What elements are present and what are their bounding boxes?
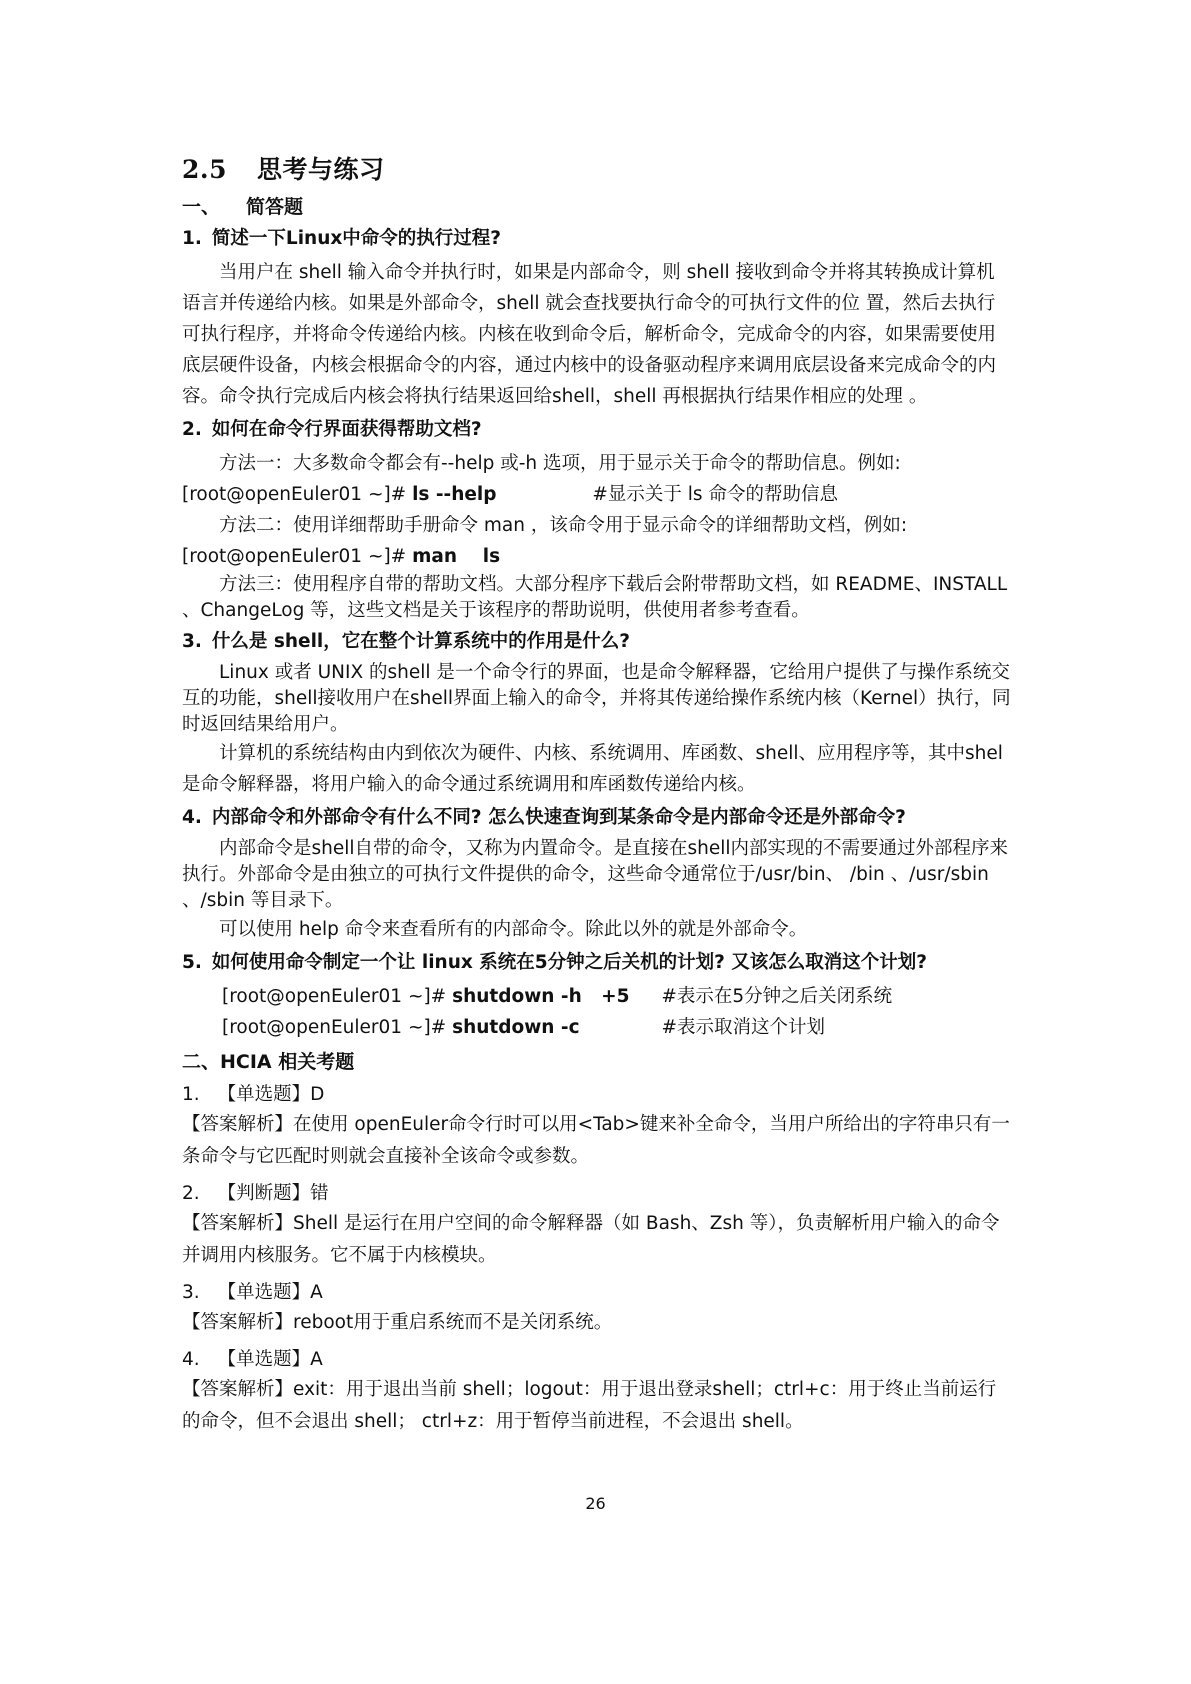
question-3: 3. 什么是 shell，它在整个计算系统中的作用是什么? bbox=[182, 631, 630, 652]
hcia-item: 4. 【单选题】A 【答案解析】exit：用于退出当前 shell；logout：用于退出登录shell；ctrl+c：用于终止当前运行的命令，但不会退出 shell； ctrl+z：用于暂停当前进程，不会退出 shell。 bbox=[182, 1349, 997, 1432]
section-2-title: 二、HCIA 相关考题 bbox=[182, 1051, 355, 1073]
heading-number: 2.5 bbox=[182, 155, 227, 184]
command-line: [root@openEuler01 ~]# ls --help #显示关于 ls 命令的帮助信息 bbox=[182, 484, 838, 505]
command-line: [root@openEuler01 ~]# man ls bbox=[182, 546, 501, 567]
hcia-item: 3. 【单选题】A 【答案解析】reboot用于重启系统而不是关闭系统。 bbox=[182, 1282, 613, 1333]
answer-2-method-1: 方法一：大多数命令都会有--help 或-h 选项，用于显示关于命令的帮助信息。例如: bbox=[219, 453, 901, 474]
answer-3-paragraph-2: 计算机的系统结构由内到依次为硬件、内核、系统调用、库函数、shell、应用程序等，其中shel是命令解释器，将用户输入的命令通过系统调用和库函数传递给内核。 bbox=[182, 743, 1003, 795]
answer-4-paragraph-2: 可以使用 help 命令来查看所有的内部命令。除此以外的就是外部命令。 bbox=[219, 919, 808, 940]
command-line: [root@openEuler01 ~]# shutdown -c #表示取消这个计划 bbox=[222, 1017, 825, 1038]
question-5: 5. 如何使用命令制定一个让 linux 系统在5分钟之后关机的计划? 又该怎么取消这个计划? bbox=[182, 952, 928, 973]
answer-2-method-2: 方法二：使用详细帮助手册命令 man ，该命令用于显示命令的详细帮助文档，例如: bbox=[219, 515, 908, 536]
hcia-item: 2. 【判断题】错 【答案解析】Shell 是运行在用户空间的命令解释器（如 Bash、Zsh 等），负责解析用户输入的命令并调用内核服务。它不属于内核模块。 bbox=[182, 1183, 1000, 1266]
answer-4-paragraph-1: 内部命令是shell自带的命令，又称为内置命令。是直接在shell内部实现的不需要通过外部程序来执行。外部命令是由独立的可执行文件提供的命令，这些命令通常位于/usr/bin、 /bin 、/usr/sbin 、/sbin 等目录下。 bbox=[182, 838, 1009, 911]
command-line: [root@openEuler01 ~]# shutdown -h +5 #表示在5分钟之后关闭系统 bbox=[222, 986, 893, 1007]
heading-title: 思考与练习 bbox=[257, 155, 385, 184]
section-1-title: 一、 简答题 bbox=[182, 196, 304, 218]
answer-3-paragraph-1: Linux 或者 UNIX 的shell 是一个命令行的界面，也是命令解释器，它给用户提供了与操作系统交互的功能，shell接收用户在shell界面上输入的命令，并将其传递给操作系统内核（Kernel）执行，同时返回结果给用户。 bbox=[182, 662, 1011, 735]
question-1: 1. 简述一下Linux中命令的执行过程? bbox=[182, 228, 502, 249]
question-4: 4. 内部命令和外部命令有什么不同? 怎么快速查询到某条命令是内部命令还是外部命令? bbox=[182, 807, 906, 828]
answer-2-method-3: 方法三：使用程序自带的帮助文档。大部分程序下载后会附带帮助文档，如 README、INSTALL 、ChangeLog 等，这些文档是关于该程序的帮助说明，供使用者参考查看。 bbox=[182, 574, 1008, 621]
page-number: 26 bbox=[585, 1494, 606, 1513]
document-page bbox=[182, 150, 1012, 1438]
question-2: 2. 如何在命令行界面获得帮助文档? bbox=[182, 419, 482, 440]
hcia-item: 1. 【单选题】D 【答案解析】在使用 openEuler命令行时可以用<Tab>键来补全命令，当用户所给出的字符串只有一条命令与它匹配时则就会直接补全该命令或参数。 bbox=[182, 1084, 1010, 1167]
answer-1: 当用户在 shell 输入命令并执行时，如果是内部命令，则 shell 接收到命令并将其转换成计算机语言并传递给内核。如果是外部命令，shell 就会查找要执行命令的可执行文件的位 置，然后去执行可执行程序，并将命令传递给内核。内核在收到命令后，解析命令，完成命令的内容，如果需要使用底层硬件设备，内核会根据命令的内容，通过内核中的设备驱动程序来调用底层设备来完成命令的内容。命令执行完成后内核会将执行结果返回给shell，shell 再根据执行结果作相应的处理 。 bbox=[182, 262, 997, 407]
page-heading bbox=[182, 150, 1012, 186]
